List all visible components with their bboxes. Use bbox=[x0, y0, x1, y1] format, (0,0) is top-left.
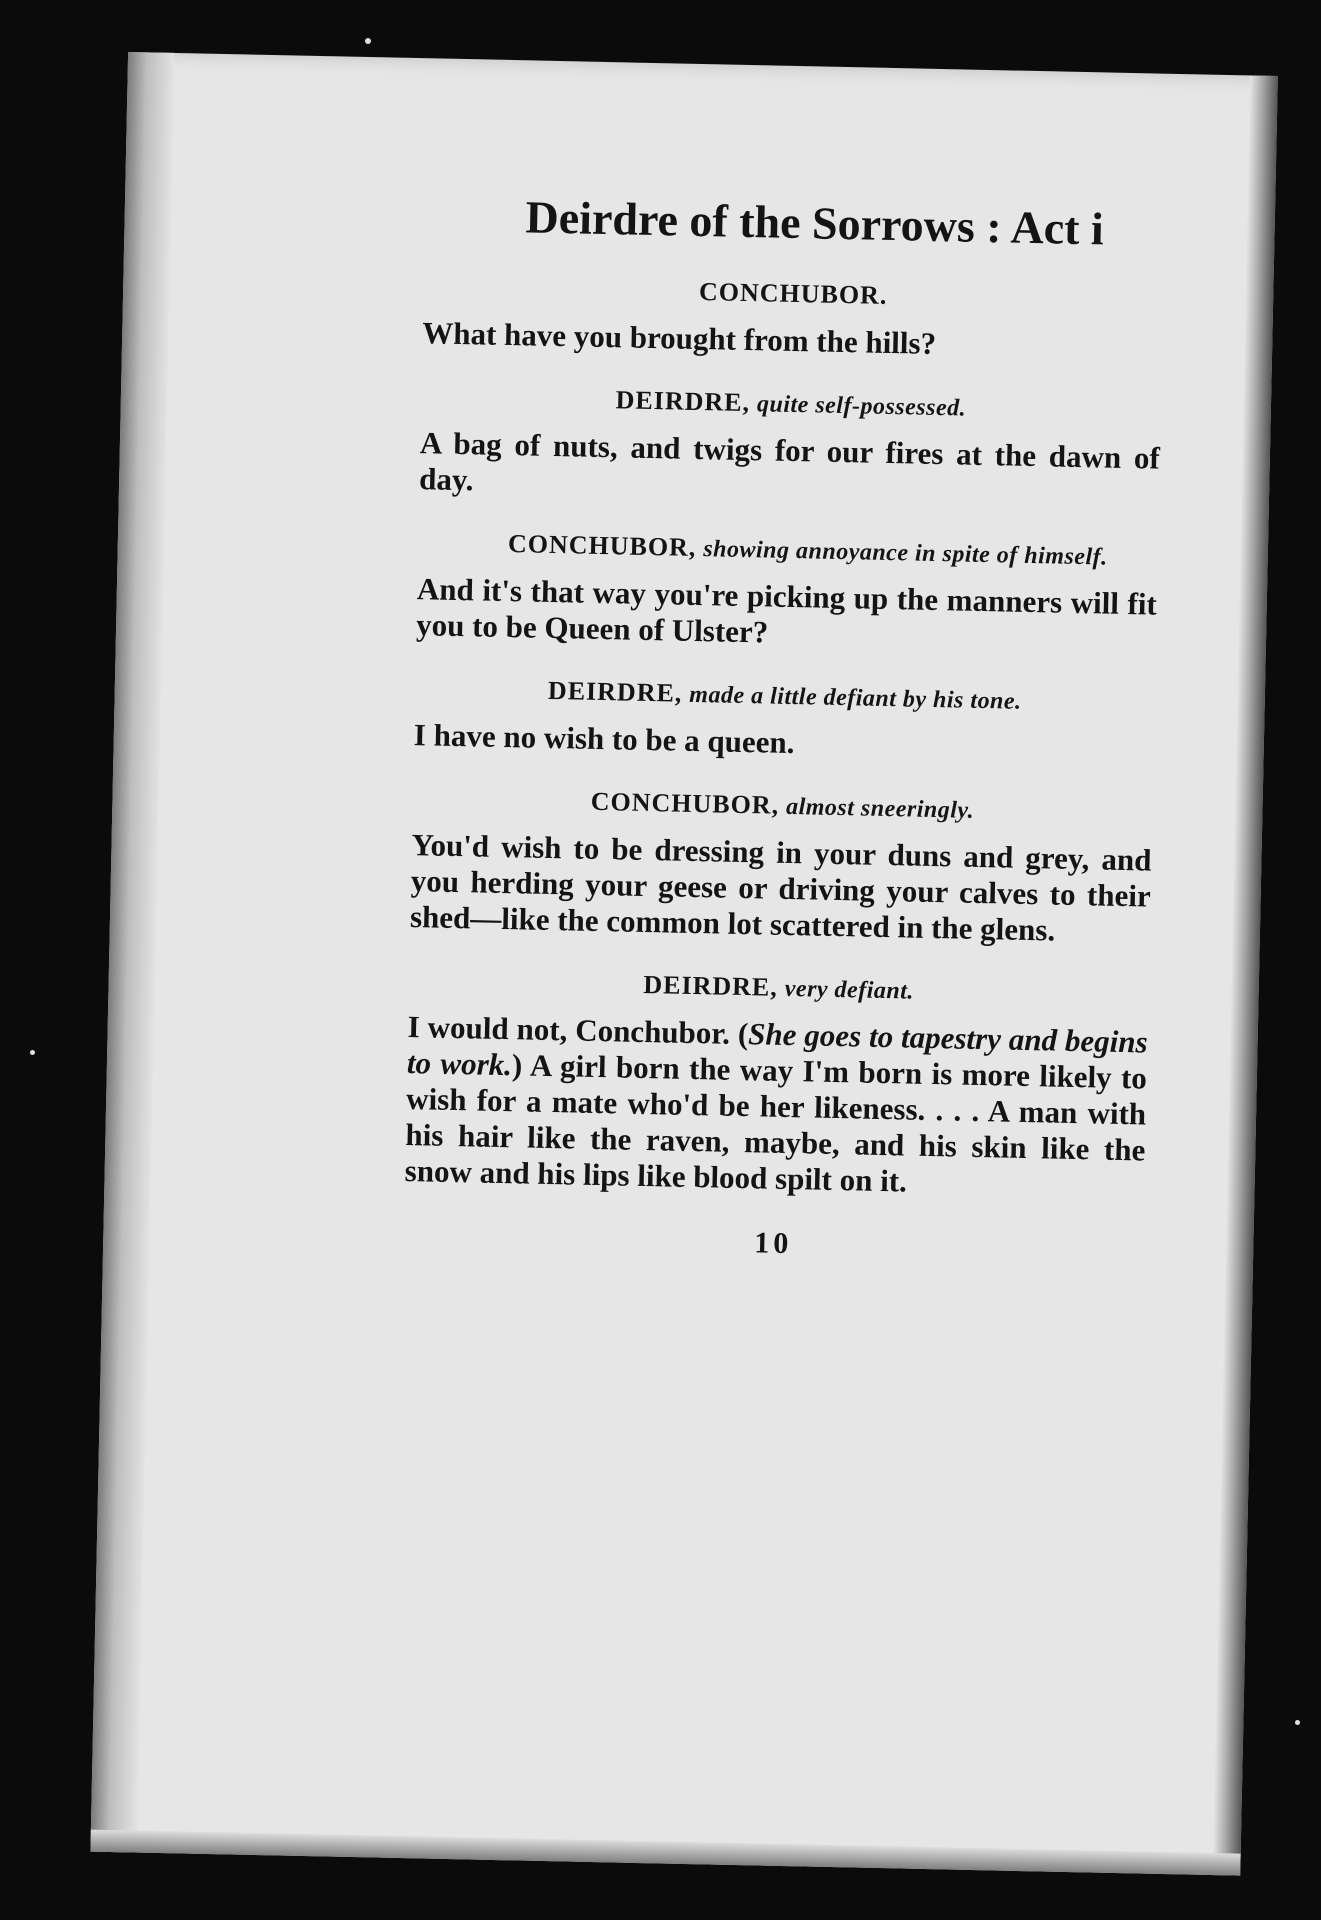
page-edge-right bbox=[1212, 75, 1278, 1875]
speech-text: You'd wish to be dressing in your duns and grey, and you herding your geese or driving your calves to their shed—like the common lot scattered in the glens. bbox=[409, 827, 1152, 948]
speech-text: I have no wish to be a queen. bbox=[413, 717, 795, 761]
stage-direction: almost sneeringly. bbox=[785, 793, 975, 824]
speaker-name: CONCHUBOR. bbox=[698, 276, 888, 310]
speaker-heading bbox=[418, 527, 1158, 572]
speech-text: What have you brought from the hills? bbox=[421, 315, 937, 361]
speech-text-part: ) A girl born the way I'm born is more likely to wish for a mate who'd be her likeness. . . . A man with his hair like the raven, maybe, and his skin like the snow and his lips like blood spilt on it. bbox=[404, 1047, 1148, 1199]
speaker-heading bbox=[423, 271, 1163, 316]
speaker-heading bbox=[412, 783, 1152, 828]
speaker-heading bbox=[421, 381, 1161, 426]
page-spine-shadow bbox=[90, 52, 174, 1853]
speaker-name: DEIRDRE, bbox=[615, 385, 751, 418]
stage-direction: showing annoyance in spite of himself. bbox=[703, 536, 1108, 571]
stage-direction: made a little defiant by his tone. bbox=[689, 681, 1022, 715]
speech-text-part: I would not, Conchubor. ( bbox=[407, 1009, 749, 1052]
dust-speck bbox=[30, 1050, 35, 1055]
stage-direction: quite self-possessed. bbox=[756, 391, 967, 422]
speaker-name: DEIRDRE, bbox=[547, 675, 683, 708]
speaker-name: DEIRDRE, bbox=[643, 969, 779, 1002]
speech-text: And it's that way you're picking up the manners will fit you to be Queen of Ulster? bbox=[415, 571, 1158, 650]
page-text bbox=[403, 188, 1165, 1268]
dust-speck bbox=[1295, 1720, 1300, 1725]
dust-speck bbox=[365, 38, 371, 44]
speaker-heading bbox=[415, 673, 1155, 718]
speech-text: A bag of nuts, and twigs for our fires at the dawn of day. bbox=[418, 425, 1161, 498]
running-head: Deirdre of the Sorrows : Act i bbox=[525, 191, 1105, 255]
speaker-name: CONCHUBOR, bbox=[507, 529, 697, 562]
speech-text bbox=[404, 1009, 1148, 1204]
speaker-name: CONCHUBOR, bbox=[590, 786, 780, 820]
page-number: 10 bbox=[753, 1226, 793, 1261]
book-page bbox=[90, 52, 1277, 1876]
inline-stage-direction: She goes to tapestry and begins to work. bbox=[406, 1016, 1148, 1083]
page-edge-bottom bbox=[90, 1830, 1240, 1876]
speaker-heading bbox=[408, 965, 1148, 1010]
stage-direction: very defiant. bbox=[784, 975, 915, 1005]
